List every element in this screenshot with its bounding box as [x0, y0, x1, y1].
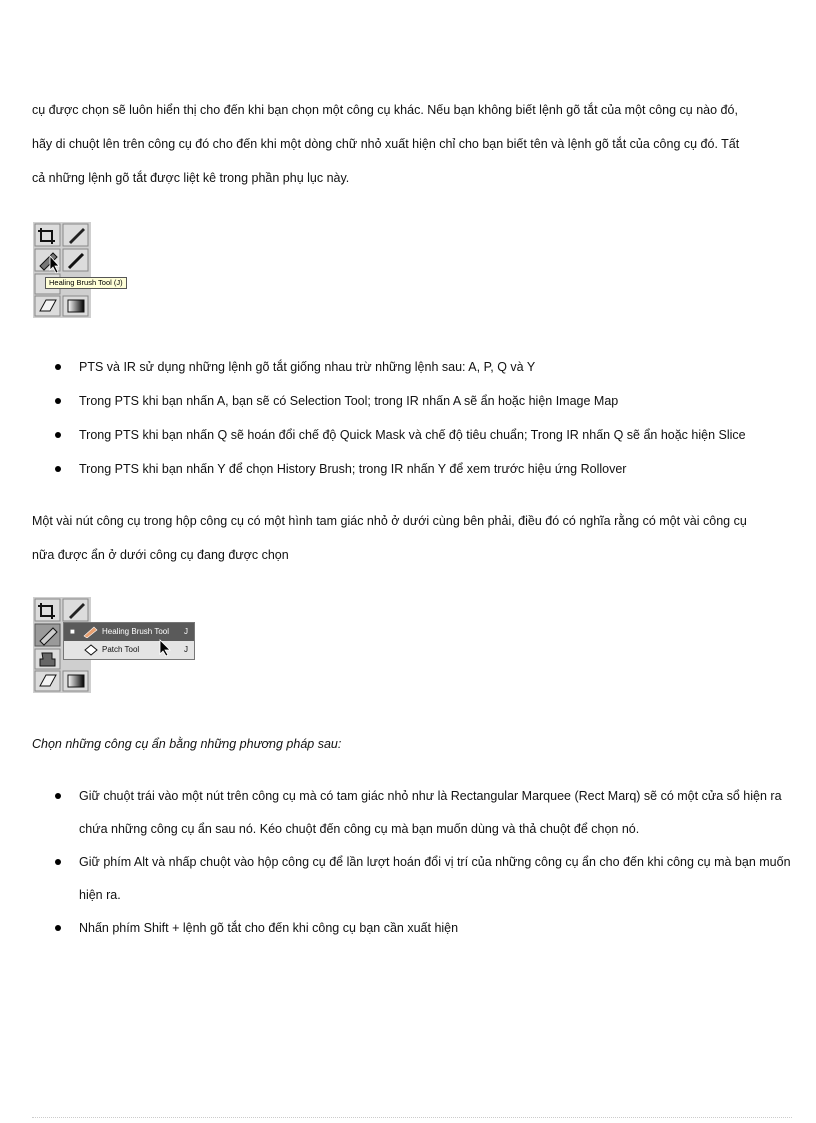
cursor-icon: [48, 255, 60, 273]
selected-bullet-icon: ■: [70, 627, 75, 636]
list-item: PTS và IR sử dụng những lệnh gõ tắt giống nhau trừ những lệnh sau: A, P, Q và Y: [52, 350, 797, 384]
crop-icon: [35, 599, 60, 621]
flyout-item-patch-tool[interactable]: [64, 641, 194, 659]
list-item: Giữ chuột trái vào một nút trên công cụ mà có tam giác nhỏ như là Rectangular Marquee (Rect Marq) sẽ có một cửa sổ hiện ra chứa những công cụ ẩn sau nó. Kéo chuột đến công cụ mà bạn muốn dùng và thả chuột để chọn nó.: [52, 780, 797, 846]
toolbox-tooltip-screenshot: [33, 222, 153, 318]
paragraph-line: nữa được ẩn ở dưới công cụ đang được chọn: [32, 548, 289, 562]
flyout-item-shortcut: J: [184, 627, 188, 636]
flyout-item-label: Healing Brush Tool: [102, 627, 170, 636]
methods-heading: Chọn những công cụ ẩn bằng những phương pháp sau:: [32, 737, 342, 751]
intro-paragraph: [32, 93, 792, 195]
tool-tooltip: Healing Brush Tool (J): [45, 277, 127, 289]
healing-brush-icon: [82, 626, 98, 638]
list-item: Trong PTS khi bạn nhấn Y để chọn History Brush; trong IR nhấn Y để xem trước hiệu ứng Rollover: [52, 452, 797, 486]
gradient-icon: [63, 296, 88, 316]
list-item: Giữ phím Alt và nhấp chuột vào hộp công cụ để lần lượt hoán đổi vị trí của những công cụ ẩn cho đến khi công cụ mà bạn muốn hiện ra.: [52, 846, 797, 912]
paragraph-line: Một vài nút công cụ trong hộp công cụ có một hình tam giác nhỏ ở dưới cùng bên phải, điều đó có nghĩa rằng có một vài công cụ: [32, 514, 747, 528]
intro-line: hãy di chuột lên trên công cụ đó cho đến khi một dòng chữ nhỏ xuất hiện chỉ cho bạn biết tên và lệnh gõ tắt của công cụ đó. Tất: [32, 137, 740, 151]
flyout-item-healing-brush[interactable]: [64, 623, 194, 641]
eraser-icon: [35, 671, 60, 691]
list-item: Nhấn phím Shift + lệnh gõ tắt cho đến khi công cụ bạn cần xuất hiện: [52, 912, 797, 945]
hidden-tools-paragraph: [32, 504, 792, 572]
flyout-item-shortcut: J: [184, 645, 188, 654]
intro-line: cả những lệnh gõ tắt được liệt kê trong phần phụ lục này.: [32, 171, 350, 185]
pen-icon: [63, 224, 88, 246]
list-item: Trong PTS khi bạn nhấn A, bạn sẽ có Selection Tool; trong IR nhấn A sẽ ẩn hoặc hiện Image Map: [52, 384, 797, 418]
gradient-icon: [63, 671, 88, 691]
cursor-icon: [159, 639, 173, 657]
shortcut-differences-list: [52, 350, 797, 486]
stamp-icon: [35, 649, 60, 669]
toolbox-flyout-screenshot: [33, 597, 203, 693]
hidden-tools-flyout: [63, 622, 195, 660]
flyout-item-label: Patch Tool: [102, 645, 140, 654]
brush-icon: [63, 249, 88, 271]
patch-icon: [84, 644, 98, 656]
list-item: Trong PTS khi bạn nhấn Q sẽ hoán đổi chế độ Quick Mask và chế độ tiêu chuẩn; Trong IR nhấn Q sẽ ẩn hoặc hiện Slice: [52, 418, 797, 452]
pen-icon: [63, 599, 88, 621]
crop-icon: [35, 224, 60, 246]
methods-list: [52, 780, 797, 945]
intro-line: cụ được chọn sẽ luôn hiển thị cho đến khi bạn chọn một công cụ khác. Nếu bạn không biết lệnh gõ tắt của một công cụ nào đó,: [32, 103, 738, 117]
page-footer-divider: [32, 1117, 792, 1118]
eraser-icon: [35, 296, 60, 316]
healing-brush-icon: [35, 624, 60, 646]
